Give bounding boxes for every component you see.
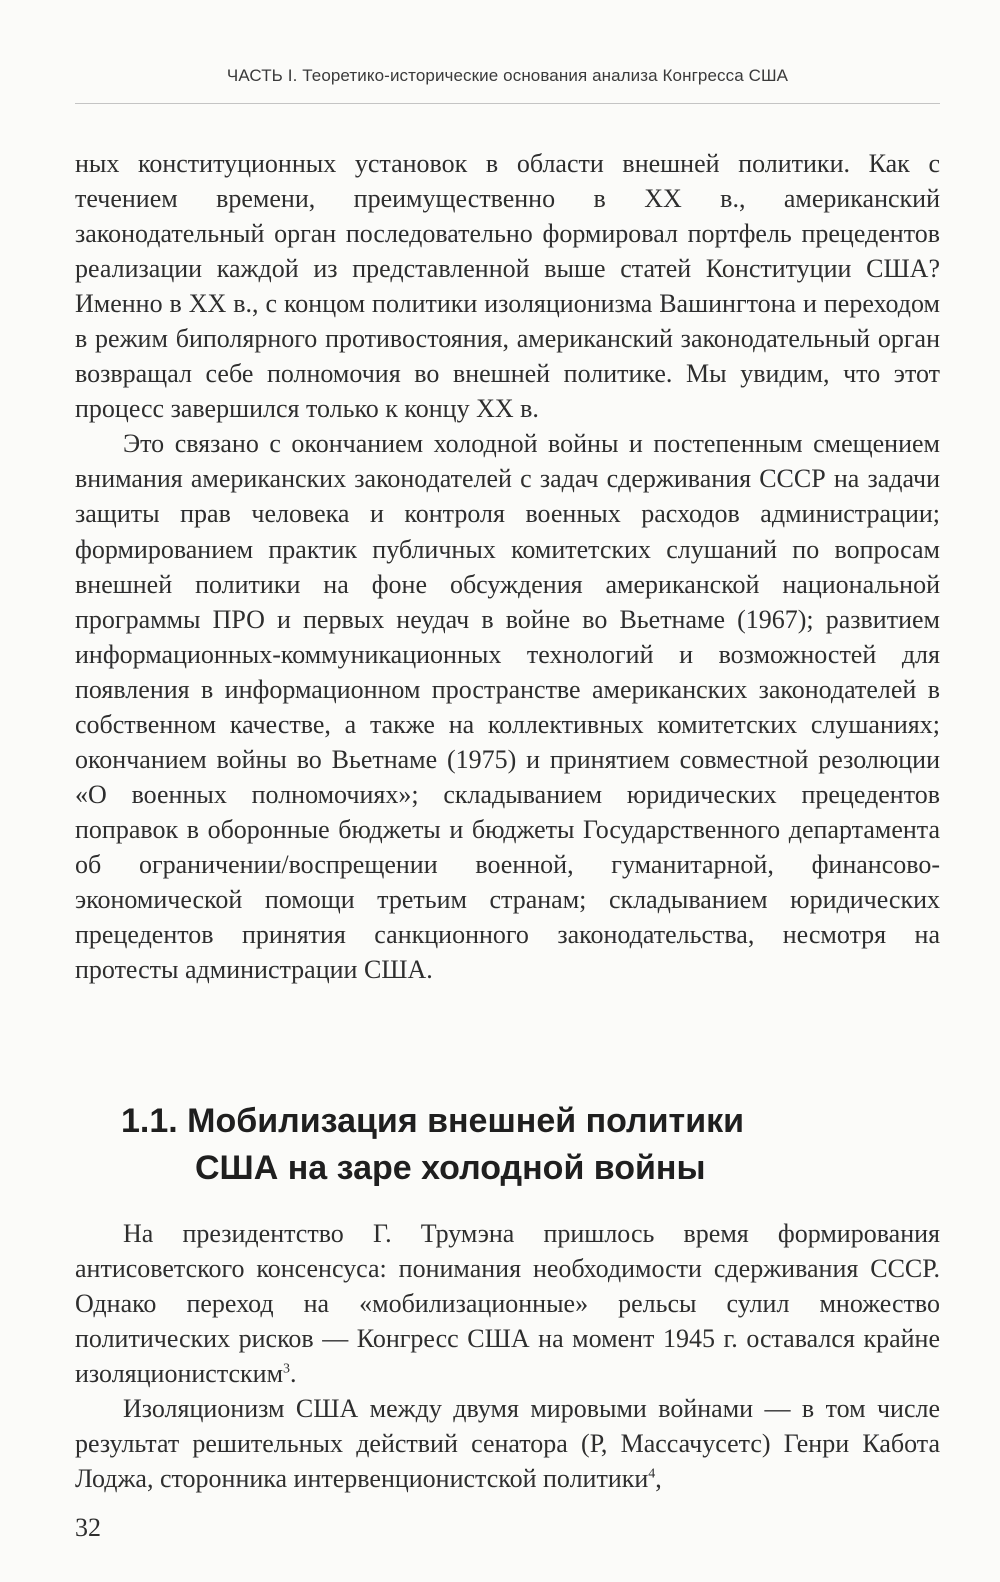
paragraph: Это связано с окончанием холодной войны и постепенным смещением внимания американских законодателей с задач сдерживания СССР на задачи защиты прав человека и контроля военных расходов администрации; формированием практик публичных комитетских слушаний по вопросам внешней политики на фоне обсуждения американской национальной программы ПРО и первых неудач в войне во Вьетнаме (1967); развитием информационных-коммуникационных технологий и возможностей для появления в информационном пространстве американских законодателей в собственном качестве, а также на коллективных комитетских слушаниях; окончанием войны во Вьетнаме (1975) и принятием совместной резолюции «О военных полномочиях»; складыванием юридических прецедентов поправок в оборонные бюджеты и бюджеты Государственного департамента об ограничении/воспрещении военной, гуманитарной, финансово-экономической помощи третьим странам; складыванием юридических прецедентов принятия санкционного законодательства, несмотря на протесты администрации США. [75,429,940,985]
paragraph [75,1391,940,1496]
paragraph-text: Изоляционизм США между двумя мировыми войнами — в том числе результат решительных действий сенатора (Р, Массачусетс) Генри Кабота Лоджа, сторонника интервенционистской политики [75,1394,940,1494]
paragraph-continuation: ных конституционных установок в области внешней политики. Как с течением времени, преимущественно в XX в., американский законодательный орган последовательно формировал портфель прецедентов реализации каждой из представленной выше статей Конституции США? Именно в XX в., с концом политики изоляционизма Вашингтона и переходом в режим биполярного противостояния, американский законодательный орган возвращал себе полномочия во внешней политике. Мы увидим, что этот процесс завершился только к концу XX в. [75,149,940,424]
paragraph [75,1216,940,1391]
header-divider [75,103,940,104]
section-heading-line-1: 1.1. Мобилизация внешней политики [121,1102,745,1140]
page-number: 32 [75,1513,101,1542]
footnote-marker: 4 [648,1466,656,1482]
paragraph-text: На президентство Г. Трумэна пришлось время формирования антисоветского консенсуса: понимания необходимости сдерживания СССР. Однако переход на «мобилизационные» рельсы сулил множество политических рисков — Конгресс США на момент 1945 г. оставался крайне изоляционистским [75,1219,940,1389]
body-text-top [75,146,940,987]
section-heading-line-2: США на заре холодной войны [195,1149,706,1187]
paragraph-tail: . [290,1359,297,1389]
footnote-marker: 3 [283,1361,291,1377]
body-text-bottom [75,1216,940,1496]
paragraph-tail: , [655,1464,662,1494]
running-header: ЧАСТЬ I. Теоретико-исторические основания анализа Конгресса США [226,66,789,85]
section-heading [75,1098,940,1192]
